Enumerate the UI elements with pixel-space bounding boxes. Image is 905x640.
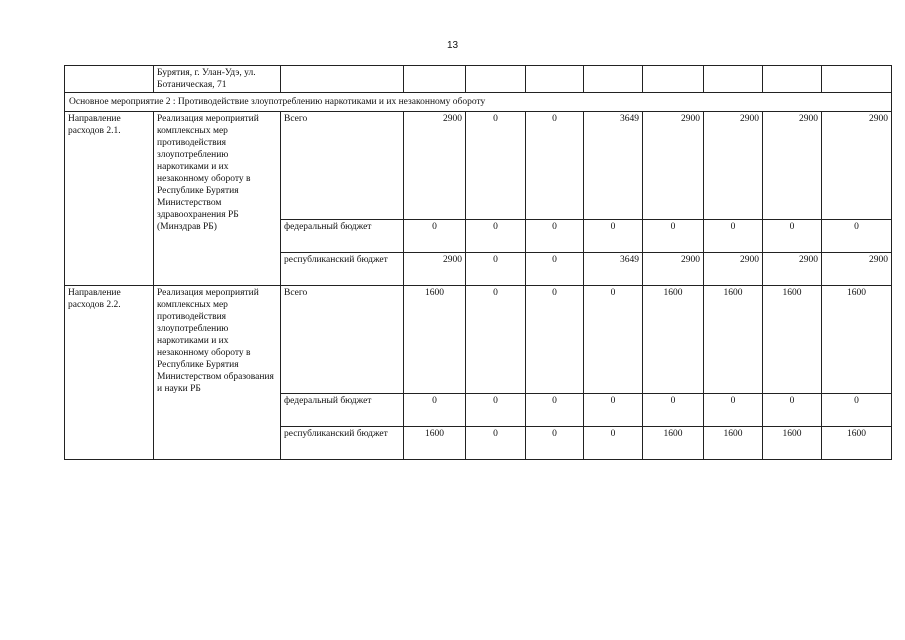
value-cell: 2900 bbox=[822, 253, 892, 286]
section-header: Основное мероприятие 2 : Противодействие злоупотреблению наркотиками и их незаконному обороту bbox=[65, 93, 892, 112]
value-cell: 2900 bbox=[704, 112, 763, 220]
row-label: федеральный бюджет bbox=[281, 394, 404, 427]
value-cell: 0 bbox=[526, 253, 584, 286]
value-cell: 1600 bbox=[822, 427, 892, 460]
value-cell: 1600 bbox=[704, 286, 763, 394]
value-cell: 0 bbox=[404, 394, 466, 427]
value-cell: 0 bbox=[643, 220, 704, 253]
section-header-row bbox=[65, 93, 892, 112]
value-cell: 0 bbox=[822, 220, 892, 253]
value-cell: 0 bbox=[404, 220, 466, 253]
budget-table bbox=[64, 65, 892, 460]
continuation-row bbox=[65, 66, 892, 93]
value-cell: 0 bbox=[466, 253, 526, 286]
value-cell: 0 bbox=[466, 220, 526, 253]
value-cell: 2900 bbox=[763, 253, 822, 286]
value-cell: 0 bbox=[584, 427, 643, 460]
value-cell: 0 bbox=[763, 394, 822, 427]
value-cell: 0 bbox=[526, 427, 584, 460]
value-cell: 0 bbox=[822, 394, 892, 427]
value-cell: 0 bbox=[466, 427, 526, 460]
value-cell: 0 bbox=[584, 286, 643, 394]
value-cell: 2900 bbox=[643, 112, 704, 220]
value-cell: 0 bbox=[704, 220, 763, 253]
value-cell: 0 bbox=[526, 220, 584, 253]
value-cell: 1600 bbox=[763, 286, 822, 394]
value-cell: 0 bbox=[763, 220, 822, 253]
value-cell: 0 bbox=[466, 394, 526, 427]
value-cell: 0 bbox=[526, 112, 584, 220]
row-label: республиканский бюджет bbox=[281, 427, 404, 460]
address-cell: Бурятия, г. Улан-Удэ, ул. Ботаническая, 71 bbox=[154, 66, 281, 93]
value-cell: 0 bbox=[526, 394, 584, 427]
value-cell: 1600 bbox=[404, 286, 466, 394]
value-cell: 2900 bbox=[822, 112, 892, 220]
page-number: 13 bbox=[446, 40, 459, 51]
value-cell: 2900 bbox=[763, 112, 822, 220]
value-cell: 2900 bbox=[704, 253, 763, 286]
value-cell: 1600 bbox=[704, 427, 763, 460]
direction-code: Направление расходов 2.2. bbox=[65, 286, 154, 460]
value-cell: 1600 bbox=[404, 427, 466, 460]
direction-description: Реализация мероприятий комплексных мер противодействия злоупотреблению наркотиками и их незаконному обороту в Республике Бурятия Министерством здравоохранения РБ (Минздрав РБ) bbox=[154, 112, 281, 286]
direction-description: Реализация мероприятий комплексных мер противодействия злоупотреблению наркотиками и их незаконному обороту в Республике Бурятия Министерством образования и науки РБ bbox=[154, 286, 281, 460]
value-cell: 2900 bbox=[643, 253, 704, 286]
value-cell: 0 bbox=[584, 220, 643, 253]
row-label: республиканский бюджет bbox=[281, 253, 404, 286]
value-cell: 1600 bbox=[763, 427, 822, 460]
value-cell: 0 bbox=[526, 286, 584, 394]
direction-code: Направление расходов 2.1. bbox=[65, 112, 154, 286]
value-cell: 2900 bbox=[404, 253, 466, 286]
table-row bbox=[65, 112, 892, 220]
value-cell: 0 bbox=[704, 394, 763, 427]
value-cell: 0 bbox=[466, 112, 526, 220]
row-label: федеральный бюджет bbox=[281, 220, 404, 253]
value-cell: 0 bbox=[466, 286, 526, 394]
value-cell: 1600 bbox=[643, 427, 704, 460]
value-cell: 3649 bbox=[584, 112, 643, 220]
value-cell: 0 bbox=[584, 394, 643, 427]
row-label: Всего bbox=[281, 286, 404, 394]
value-cell: 3649 bbox=[584, 253, 643, 286]
value-cell: 0 bbox=[643, 394, 704, 427]
row-label: Всего bbox=[281, 112, 404, 220]
value-cell: 1600 bbox=[822, 286, 892, 394]
value-cell: 2900 bbox=[404, 112, 466, 220]
value-cell: 1600 bbox=[643, 286, 704, 394]
table-row bbox=[65, 286, 892, 394]
